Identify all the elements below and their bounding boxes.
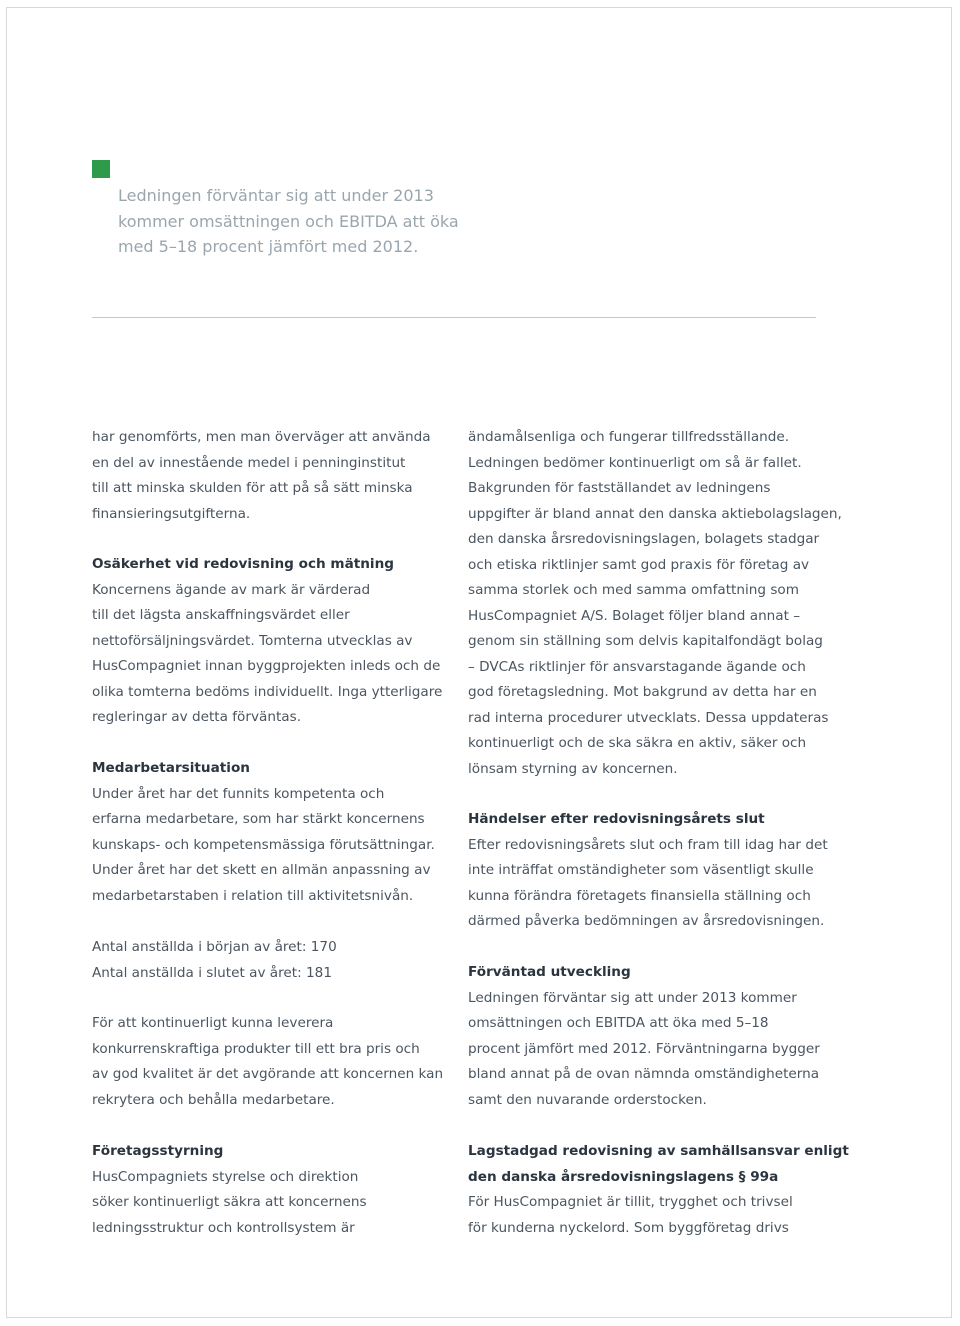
text-line: rekrytera och behålla medarbetare. — [92, 1091, 335, 1108]
pull-quote — [118, 183, 478, 260]
employees-start-of-year: Antal anställda i början av året: 170 — [92, 939, 337, 955]
section-osakerhet — [92, 552, 467, 731]
green-accent-square — [92, 160, 110, 178]
section-foretagsstyrning — [92, 1139, 467, 1241]
text-line: ändamålsenliga och fungerar tillfredsställande. — [468, 429, 790, 445]
text-line: omsättningen och EBITDA att öka med 5–18 — [468, 1015, 769, 1031]
text-line: procent jämfört med 2012. Förväntningarna bygger — [468, 1040, 820, 1057]
text-line: För HusCompagniet är tillit, trygghet och trivsel — [468, 1194, 793, 1210]
text-line: erfarna medarbetare, som har stärkt koncernens — [92, 811, 425, 827]
text-line: medarbetarstaben i relation till aktivitetsnivån. — [92, 887, 414, 904]
text-line: För att kontinuerligt kunna leverera — [92, 1015, 334, 1031]
section-heading: den danska årsredovisningslagens § 99a — [468, 1168, 779, 1185]
text-line: god företagsledning. Mot bakgrund av detta har en — [468, 684, 817, 700]
pull-quote-line: med 5–18 procent jämfört med 2012. — [118, 237, 419, 256]
right-column-intro — [468, 425, 843, 782]
section-handelser — [468, 807, 843, 935]
text-line: regleringar av detta förväntas. — [92, 709, 302, 725]
text-line: den danska årsredovisningslagen, bolagets stadgar — [468, 531, 820, 547]
text-line: uppgifter är bland annat den danska aktiebolagslagen, — [468, 505, 842, 522]
horizontal-divider — [92, 317, 816, 318]
text-line: Under året har det skett en allmän anpassning av — [92, 862, 431, 878]
text-line: Koncernens ägande av mark är värderad — [92, 581, 371, 598]
text-line: en del av innestående medel i penninginstitut — [92, 454, 406, 471]
text-line: Ledningen förväntar sig att under 2013 kommer — [468, 989, 797, 1006]
text-line: konkurrenskraftiga produkter till ett bra pris och — [92, 1040, 420, 1057]
text-line: HusCompagniets styrelse och direktion — [92, 1168, 359, 1185]
text-line: Bakgrunden för fastställandet av ledningens — [468, 480, 771, 496]
section-forvantad-utveckling — [468, 960, 843, 1113]
section-heading: Medarbetarsituation — [92, 760, 250, 776]
text-line: och etiska riktlinjer samt god praxis för företag av — [468, 556, 810, 573]
text-line: finansieringsutgifterna. — [92, 505, 251, 522]
section-lagstadgad-redovisning — [468, 1139, 849, 1241]
section-heading: Osäkerhet vid redovisning och mätning — [92, 556, 395, 572]
text-line: Efter redovisningsårets slut och fram till idag har det — [468, 836, 828, 853]
text-line: till det lägsta anskaffningsvärdet eller — [92, 607, 350, 623]
text-line: bland annat på de ovan nämnda omständigheterna — [468, 1066, 820, 1082]
text-line: kunna förändra företagets finansiella ställning och — [468, 887, 811, 904]
section-medarbetarsituation — [92, 756, 467, 909]
text-line: ledningsstruktur och kontrollsystem är — [92, 1219, 355, 1236]
section-heading: Företagsstyrning — [92, 1143, 224, 1159]
section-heading: Förväntad utveckling — [468, 964, 631, 980]
text-line: samma storlek och med samma omfattning som — [468, 582, 799, 598]
text-line: samt den nuvarande orderstocken. — [468, 1091, 707, 1108]
text-line: – DVCAs riktlinjer för ansvarstagande ägande och — [468, 658, 806, 675]
text-line: till att minska skulden för att på så sätt minska — [92, 480, 413, 496]
text-line: inte inträffat omständigheter som väsentligt skulle — [468, 862, 814, 878]
section-heading: Lagstadgad redovisning av samhällsansvar enligt — [468, 1143, 849, 1159]
text-line: olika tomterna bedöms individuellt. Inga ytterligare — [92, 683, 443, 700]
text-line: därmed påverka bedömningen av årsredovisningen. — [468, 913, 825, 929]
text-line: genom sin ställning som delvis kapitalfondägt bolag — [468, 633, 823, 649]
text-line: HusCompagniet A/S. Bolaget följer bland annat – — [468, 607, 801, 624]
employees-end-of-year: Antal anställda i slutet av året: 181 — [92, 964, 332, 981]
text-line: HusCompagniet innan byggprojekten inleds och de — [92, 658, 441, 674]
pull-quote-line: kommer omsättningen och EBITDA att öka — [118, 211, 459, 231]
left-column-intro — [92, 425, 467, 527]
text-line: kontinuerligt och de ska säkra en aktiv, säker och — [468, 735, 807, 751]
text-line: har genomförts, men man överväger att använda — [92, 429, 431, 445]
text-line: kunskaps- och kompetensmässiga förutsättningar. — [92, 836, 435, 853]
text-line: av god kvalitet är det avgörande att koncernen kan — [92, 1066, 444, 1082]
text-line: Under året har det funnits kompetenta och — [92, 785, 385, 802]
text-line: nettoförsäljningsvärdet. Tomterna utvecklas av — [92, 632, 413, 649]
section-heading: Händelser efter redovisningsårets slut — [468, 811, 765, 827]
text-line: Ledningen bedömer kontinuerligt om så är fallet. — [468, 454, 802, 471]
employee-counts — [92, 935, 467, 986]
pull-quote-line: Ledningen förväntar sig att under 2013 — [118, 186, 434, 205]
text-line: söker kontinuerligt säkra att koncernens — [92, 1194, 367, 1210]
text-line: för kunderna nyckelord. Som byggföretag drivs — [468, 1219, 789, 1236]
text-line: lönsam styrning av koncernen. — [468, 760, 678, 777]
competitive-paragraph — [92, 1011, 467, 1113]
text-line: rad interna procedurer utvecklats. Dessa uppdateras — [468, 709, 829, 726]
